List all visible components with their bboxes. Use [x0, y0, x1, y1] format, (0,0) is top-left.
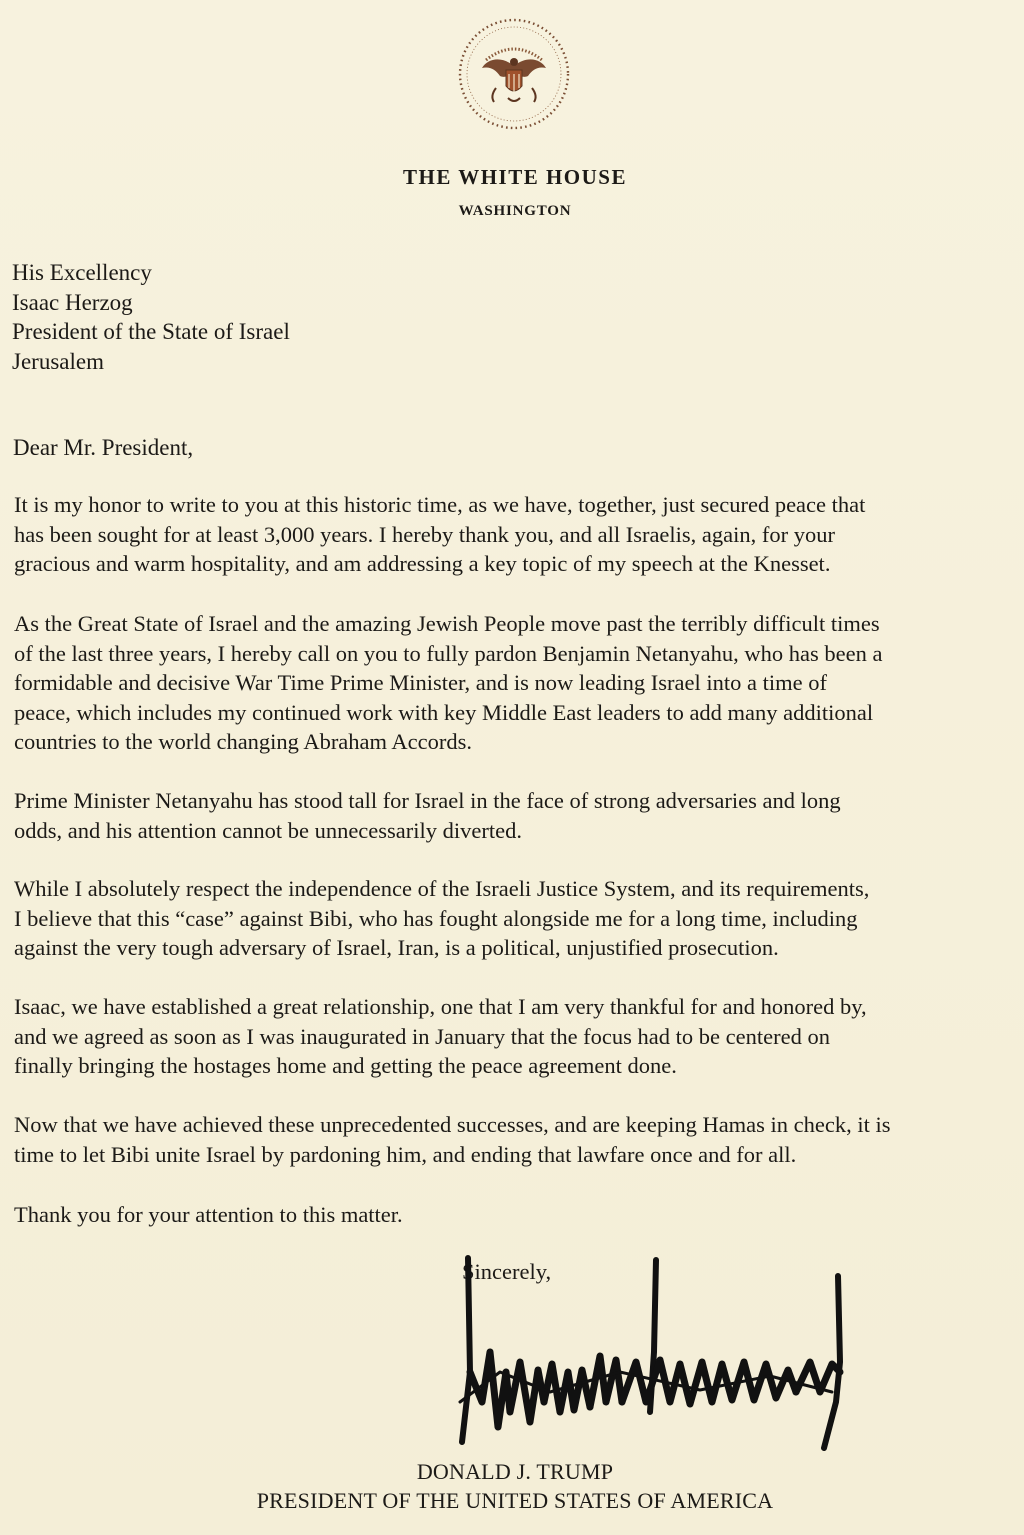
- letterhead-city: WASHINGTON: [458, 203, 572, 219]
- paragraph-line: time to let Bibi unite Israel by pardoning him, and ending that lawfare once and for all.: [14, 1141, 797, 1167]
- address-line: Jerusalem: [12, 348, 104, 374]
- closing: Sincerely,: [462, 1259, 552, 1284]
- paragraph-line: Prime Minister Netanyahu has stood tall for Israel in the face of strong adversaries and long: [14, 788, 841, 813]
- paragraph-line: of the last three years, I hereby call on you to fully pardon Benjamin Netanyahu, who has been a: [14, 640, 883, 666]
- paragraph-3: [14, 786, 1004, 845]
- presidential-seal-icon: [456, 16, 572, 132]
- paragraph-4: [14, 874, 1004, 963]
- signer-title: PRESIDENT OF THE UNITED STATES OF AMERICA: [256, 1488, 774, 1513]
- paragraph-2: [14, 609, 1004, 757]
- paragraph-7: [14, 1200, 1004, 1230]
- paragraph-line: gracious and warm hospitality, and am addressing a key topic of my speech at the Knesset.: [14, 551, 831, 577]
- paragraph-line: and we agreed as soon as I was inaugurated in January that the focus had to be centered on: [14, 1023, 830, 1049]
- paragraph-line: formidable and decisive War Time Prime Minister, and is now leading Israel into a time of: [14, 670, 827, 696]
- paragraph-1: [14, 490, 1004, 579]
- recipient-address: [12, 258, 290, 376]
- salutation: Dear Mr. President,: [13, 435, 194, 460]
- paragraph-6: [14, 1110, 1004, 1169]
- paragraph-5: [14, 992, 1004, 1081]
- paragraph-line: Now that we have achieved these unprecedented successes, and are keeping Hamas in check, it is: [14, 1112, 891, 1137]
- paragraph-line: odds, and his attention cannot be unnecessarily diverted.: [14, 817, 522, 843]
- paragraph-line: against the very tough adversary of Israel, Iran, is a political, unjustified prosecution.: [14, 935, 779, 961]
- signature-icon: [440, 1252, 860, 1472]
- paragraph-line: While I absolutely respect the independence of the Israeli Justice System, and its requirements,: [14, 876, 870, 901]
- paragraph-line: It is my honor to write to you at this historic time, as we have, together, just secured peace that: [14, 492, 866, 517]
- address-line: Isaac Herzog: [12, 289, 133, 315]
- letterhead-title: THE WHITE HOUSE: [402, 165, 627, 189]
- paragraph-line: finally bringing the hostages home and getting the peace agreement done.: [14, 1053, 677, 1079]
- paragraph-line: Isaac, we have established a great relationship, one that I am very thankful for and honored by,: [14, 994, 867, 1019]
- signer-name: DONALD J. TRUMP: [416, 1459, 614, 1484]
- address-line: His Excellency: [12, 260, 152, 285]
- paragraph-line: I believe that this “case” against Bibi, who has fought alongside me for a long time, including: [14, 905, 858, 931]
- address-line: President of the State of Israel: [12, 319, 290, 344]
- paragraph-line: peace, which includes my continued work with key Middle East leaders to add many additional: [14, 699, 874, 725]
- paragraph-line: countries to the world changing Abraham Accords.: [14, 729, 473, 755]
- paragraph-line: Thank you for your attention to this matter.: [14, 1202, 403, 1227]
- paragraph-line: has been sought for at least 3,000 years. I hereby thank you, and all Israelis, again, for your: [14, 521, 835, 547]
- paragraph-line: As the Great State of Israel and the amazing Jewish People move past the terribly difficult times: [14, 611, 880, 636]
